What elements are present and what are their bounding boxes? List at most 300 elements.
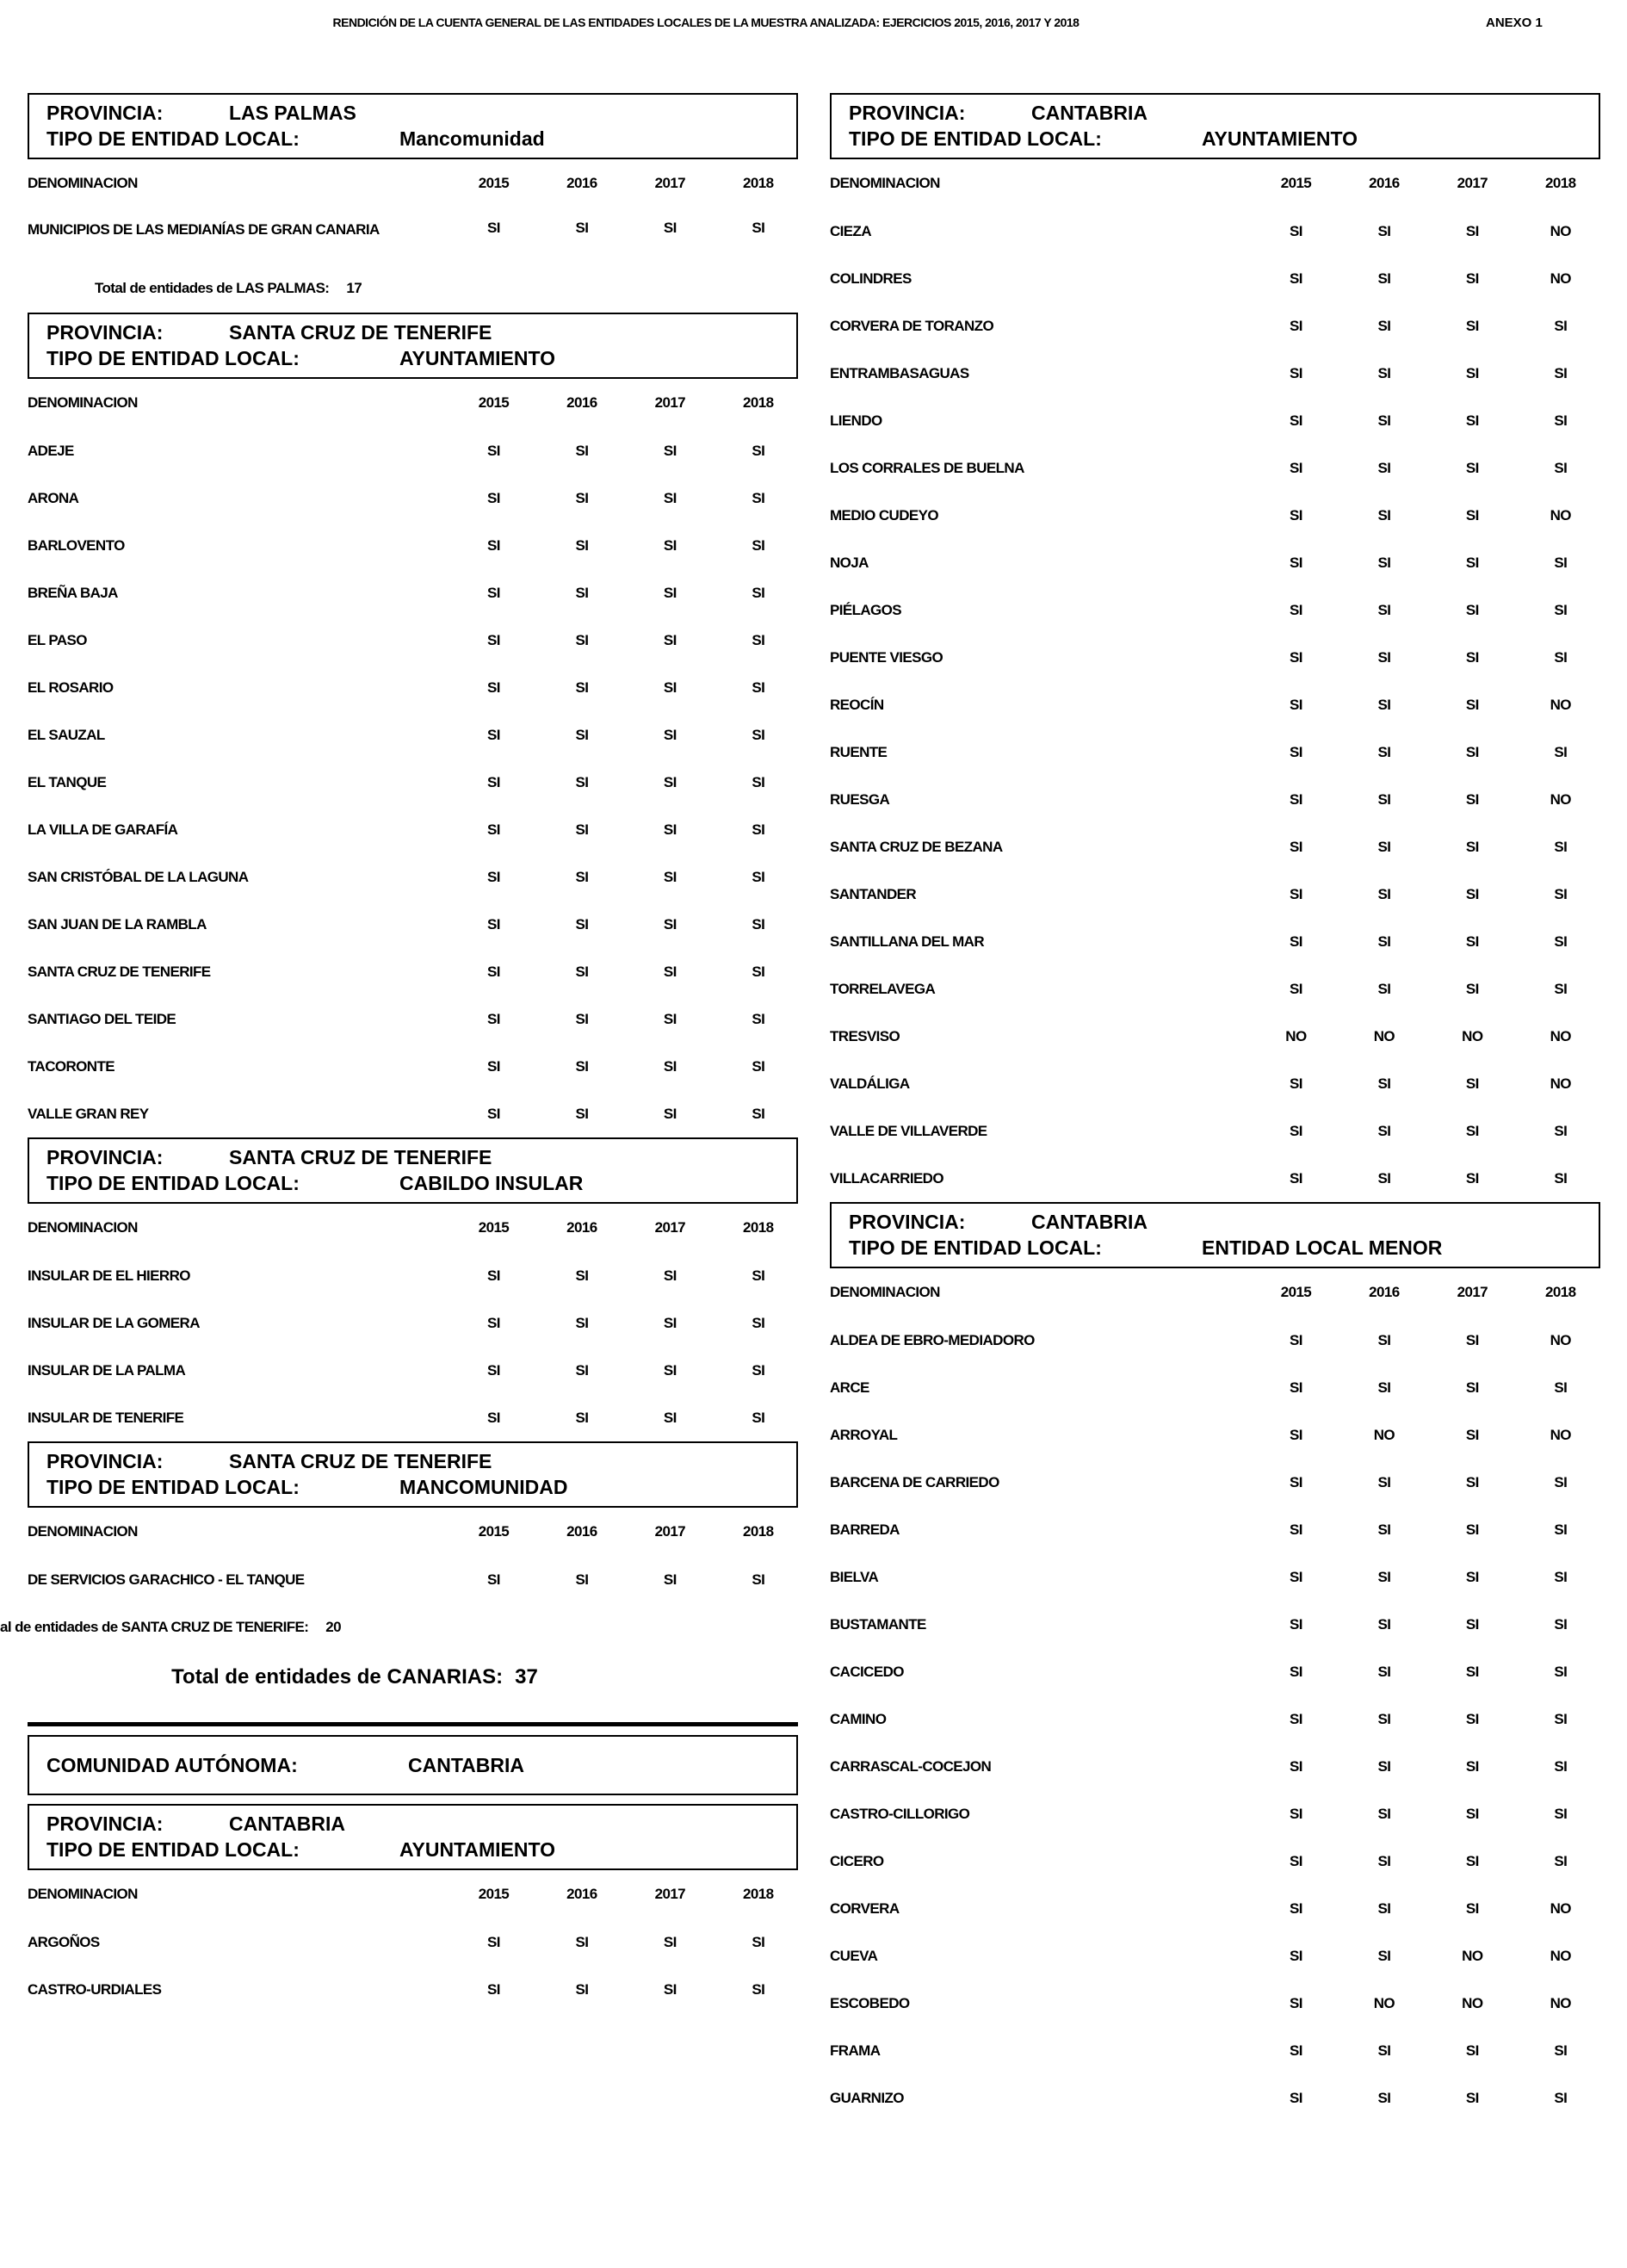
table-header bbox=[830, 159, 1605, 208]
value-2016: SI bbox=[1377, 506, 1391, 524]
table-row bbox=[28, 522, 802, 569]
entity-name: INSULAR DE EL HIERRO bbox=[28, 1267, 190, 1284]
entity-name: INSULAR DE LA GOMERA bbox=[28, 1314, 200, 1331]
value-2018: SI bbox=[1554, 554, 1568, 571]
value-2018: SI bbox=[752, 821, 765, 838]
section-header-box bbox=[28, 313, 798, 379]
tipo-value: MANCOMUNIDAD bbox=[399, 1476, 568, 1498]
entity-name: CACICEDO bbox=[830, 1663, 904, 1680]
value-2017: SI bbox=[663, 536, 677, 554]
table-row bbox=[830, 728, 1605, 776]
value-2018: SI bbox=[752, 915, 765, 933]
entity-name: BARLOVENTO bbox=[28, 536, 125, 554]
comunidad-label: COMUNIDAD AUTÓNOMA: bbox=[46, 1753, 298, 1776]
value-2015: SI bbox=[1290, 1947, 1302, 1964]
table-row bbox=[830, 444, 1605, 492]
entity-name: PIÉLAGOS bbox=[830, 601, 902, 618]
entity-name: FRAMA bbox=[830, 2042, 881, 2059]
section-header-box bbox=[830, 1202, 1600, 1268]
entity-name: LOS CORRALES DE BUELNA bbox=[830, 459, 1024, 476]
grand-total-value: 37 bbox=[515, 1665, 538, 1689]
table-row bbox=[28, 948, 802, 995]
col-2016: 2016 bbox=[566, 1886, 597, 1902]
value-2016: SI bbox=[1377, 270, 1391, 287]
value-2018: NO bbox=[1550, 696, 1571, 713]
value-2016: SI bbox=[575, 726, 589, 743]
provincia-value: LAS PALMAS bbox=[229, 102, 356, 124]
table-row bbox=[830, 871, 1605, 918]
value-2015: SI bbox=[487, 584, 500, 601]
value-2015: SI bbox=[1290, 743, 1302, 760]
col-2015: 2015 bbox=[1280, 175, 1312, 191]
col-2017: 2017 bbox=[1457, 1284, 1488, 1300]
value-2017: SI bbox=[1465, 364, 1479, 381]
value-2015: SI bbox=[1290, 1122, 1302, 1139]
value-2016: NO bbox=[1373, 1426, 1395, 1443]
value-2016: SI bbox=[1377, 1379, 1391, 1396]
value-2018: NO bbox=[1550, 270, 1571, 287]
value-2016: SI bbox=[1377, 933, 1391, 950]
col-2015: 2015 bbox=[478, 1219, 510, 1236]
value-2018: SI bbox=[752, 1361, 765, 1379]
value-2018: SI bbox=[1554, 2089, 1568, 2106]
entity-name: BARREDA bbox=[830, 1521, 900, 1538]
entity-name: CORVERA DE TORANZO bbox=[830, 317, 994, 334]
value-2017: SI bbox=[663, 1314, 677, 1331]
value-2017: SI bbox=[1465, 601, 1479, 618]
value-2016: SI bbox=[1377, 696, 1391, 713]
col-2016: 2016 bbox=[566, 1523, 597, 1540]
table-header bbox=[28, 1204, 802, 1252]
value-2017: SI bbox=[663, 1409, 677, 1426]
entity-name: CASTRO-CILLORIGO bbox=[830, 1805, 970, 1822]
entity-name: CORVERA bbox=[830, 1899, 900, 1917]
value-2017: SI bbox=[1465, 1757, 1479, 1775]
table-row bbox=[830, 776, 1605, 823]
value-2017: SI bbox=[663, 773, 677, 790]
entity-table bbox=[28, 1252, 802, 1441]
value-2016: SI bbox=[1377, 838, 1391, 855]
value-2017: SI bbox=[1465, 1663, 1479, 1680]
table-header bbox=[28, 159, 802, 208]
value-2017: SI bbox=[1465, 790, 1479, 808]
annex-label: ANEXO 1 bbox=[1486, 15, 1543, 30]
value-2017: SI bbox=[1465, 933, 1479, 950]
value-2017: SI bbox=[1465, 1379, 1479, 1396]
entity-name: SANTILLANA DEL MAR bbox=[830, 933, 985, 950]
value-2016: SI bbox=[575, 536, 589, 554]
col-2015: 2015 bbox=[478, 394, 510, 411]
table-row bbox=[28, 1556, 802, 1603]
value-2017: SI bbox=[663, 1267, 677, 1284]
value-2017: SI bbox=[663, 631, 677, 648]
value-2017: SI bbox=[1465, 222, 1479, 239]
value-2016: NO bbox=[1373, 1994, 1395, 2011]
table-row bbox=[830, 1155, 1605, 1202]
table-row bbox=[830, 1060, 1605, 1107]
value-2018: SI bbox=[752, 584, 765, 601]
col-2018: 2018 bbox=[743, 175, 774, 191]
value-2018: NO bbox=[1550, 1947, 1571, 1964]
value-2015: SI bbox=[1290, 1379, 1302, 1396]
col-2016: 2016 bbox=[566, 175, 597, 191]
table-row bbox=[28, 1043, 802, 1090]
col-denominacion: DENOMINACION bbox=[28, 175, 138, 191]
value-2017: NO bbox=[1462, 1947, 1483, 1964]
table-row bbox=[28, 711, 802, 759]
col-2018: 2018 bbox=[1545, 175, 1576, 191]
value-2015: SI bbox=[1290, 1663, 1302, 1680]
value-2017: SI bbox=[1465, 743, 1479, 760]
value-2015: SI bbox=[1290, 933, 1302, 950]
provincia-value: SANTA CRUZ DE TENERIFE bbox=[229, 1146, 492, 1168]
province-total bbox=[0, 1603, 802, 1651]
value-2017: SI bbox=[1465, 838, 1479, 855]
table-row bbox=[28, 853, 802, 901]
table-row bbox=[28, 1966, 802, 2013]
value-2016: SI bbox=[1377, 790, 1391, 808]
value-2016: SI bbox=[1377, 412, 1391, 429]
value-2018: NO bbox=[1550, 1994, 1571, 2011]
value-2017: SI bbox=[1465, 1521, 1479, 1538]
provincia-value: CANTABRIA bbox=[229, 1813, 346, 1835]
table-row bbox=[830, 1411, 1605, 1459]
value-2016: SI bbox=[575, 868, 589, 885]
entity-name: SANTA CRUZ DE TENERIFE bbox=[28, 963, 211, 980]
tipo-label: TIPO DE ENTIDAD LOCAL: bbox=[46, 1838, 300, 1861]
value-2017: SI bbox=[663, 1933, 677, 1950]
tipo-value: Mancomunidad bbox=[399, 127, 545, 150]
value-2018: NO bbox=[1550, 790, 1571, 808]
value-2018: SI bbox=[1554, 743, 1568, 760]
entity-name: VILLACARRIEDO bbox=[830, 1169, 943, 1187]
value-2017: SI bbox=[1465, 696, 1479, 713]
value-2017: SI bbox=[1465, 2089, 1479, 2106]
entity-name: TORRELAVEGA bbox=[830, 980, 936, 997]
value-2015: SI bbox=[487, 1361, 500, 1379]
table-row bbox=[830, 1837, 1605, 1885]
value-2016: SI bbox=[575, 1105, 589, 1122]
value-2016: SI bbox=[1377, 885, 1391, 902]
entity-table bbox=[28, 427, 802, 1137]
value-2016: SI bbox=[1377, 364, 1391, 381]
col-2017: 2017 bbox=[654, 1886, 686, 1902]
value-2018: SI bbox=[1554, 648, 1568, 666]
value-2018: SI bbox=[1554, 1169, 1568, 1187]
comunidad-box bbox=[28, 1735, 798, 1795]
provincia-label: PROVINCIA: bbox=[46, 102, 164, 124]
value-2015: SI bbox=[487, 963, 500, 980]
value-2018: SI bbox=[1554, 1122, 1568, 1139]
value-2015: SI bbox=[1290, 1805, 1302, 1822]
document-title: RENDICIÓN DE LA CUENTA GENERAL DE LAS ENTIDADES LOCALES DE LA MUESTRA ANALIZADA: EJERCICIOS 2015, 2016, 2017 Y 2018 bbox=[332, 15, 1080, 29]
table-row bbox=[830, 1553, 1605, 1601]
value-2018: SI bbox=[752, 726, 765, 743]
value-2015: SI bbox=[487, 915, 500, 933]
value-2016: SI bbox=[575, 1933, 589, 1950]
table-row bbox=[830, 255, 1605, 302]
grand-total-label: Total de entidades de CANARIAS: bbox=[171, 1665, 504, 1689]
total-label: al de entidades de SANTA CRUZ DE TENERIFE: bbox=[0, 1619, 309, 1635]
value-2018: SI bbox=[752, 773, 765, 790]
entity-name: PUENTE VIESGO bbox=[830, 648, 943, 666]
community-total bbox=[28, 1651, 682, 1703]
table-row bbox=[830, 539, 1605, 586]
value-2018: SI bbox=[752, 1057, 765, 1075]
col-2018: 2018 bbox=[743, 1886, 774, 1902]
value-2018: SI bbox=[1554, 933, 1568, 950]
value-2015: SI bbox=[487, 726, 500, 743]
table-row bbox=[830, 1317, 1605, 1364]
value-2015: SI bbox=[487, 773, 500, 790]
value-2016: SI bbox=[1377, 2089, 1391, 2106]
table-row bbox=[28, 664, 802, 711]
value-2015: SI bbox=[1290, 1899, 1302, 1917]
table-row bbox=[830, 1790, 1605, 1837]
col-2018: 2018 bbox=[743, 394, 774, 411]
provincia-value: SANTA CRUZ DE TENERIFE bbox=[229, 321, 492, 344]
entity-name: ARONA bbox=[28, 489, 79, 506]
value-2017: SI bbox=[1465, 459, 1479, 476]
tipo-label: TIPO DE ENTIDAD LOCAL: bbox=[46, 1476, 300, 1498]
col-denominacion: DENOMINACION bbox=[28, 394, 138, 411]
tipo-label: TIPO DE ENTIDAD LOCAL: bbox=[46, 347, 300, 369]
value-2015: SI bbox=[487, 442, 500, 459]
value-2017: SI bbox=[663, 1010, 677, 1027]
table-row bbox=[28, 1394, 802, 1441]
section-header-box bbox=[28, 1441, 798, 1508]
entity-name: ARGOÑOS bbox=[28, 1933, 100, 1950]
value-2016: SI bbox=[575, 1314, 589, 1331]
value-2015: SI bbox=[1290, 412, 1302, 429]
table-row bbox=[830, 1459, 1605, 1506]
entity-name: INSULAR DE LA PALMA bbox=[28, 1361, 186, 1379]
value-2016: SI bbox=[575, 1057, 589, 1075]
col-denominacion: DENOMINACION bbox=[28, 1219, 138, 1236]
value-2015: SI bbox=[1290, 1169, 1302, 1187]
value-2015: SI bbox=[487, 1409, 500, 1426]
entity-name: VALDÁLIGA bbox=[830, 1075, 910, 1092]
value-2017: SI bbox=[1465, 1331, 1479, 1348]
value-2017: SI bbox=[663, 1057, 677, 1075]
entity-name: ALDEA DE EBRO-MEDIADORO bbox=[830, 1331, 1035, 1348]
provincia-value: SANTA CRUZ DE TENERIFE bbox=[229, 1450, 492, 1472]
entity-name: CICERO bbox=[830, 1852, 884, 1869]
entity-name: CIEZA bbox=[830, 222, 872, 239]
tipo-label: TIPO DE ENTIDAD LOCAL: bbox=[46, 1172, 300, 1194]
value-2018: NO bbox=[1550, 1426, 1571, 1443]
value-2018: SI bbox=[752, 536, 765, 554]
table-row bbox=[830, 1885, 1605, 1932]
value-2017: SI bbox=[1465, 317, 1479, 334]
value-2016: SI bbox=[1377, 222, 1391, 239]
value-2015: SI bbox=[1290, 838, 1302, 855]
table-row bbox=[28, 1918, 802, 1966]
value-2015: SI bbox=[1290, 317, 1302, 334]
value-2015: NO bbox=[1285, 1027, 1307, 1044]
value-2018: SI bbox=[752, 963, 765, 980]
value-2017: SI bbox=[663, 489, 677, 506]
col-denominacion: DENOMINACION bbox=[830, 175, 940, 191]
value-2015: SI bbox=[1290, 270, 1302, 287]
tipo-label: TIPO DE ENTIDAD LOCAL: bbox=[46, 127, 300, 150]
value-2018: SI bbox=[1554, 459, 1568, 476]
entity-name: TRESVISO bbox=[830, 1027, 900, 1044]
value-2015: SI bbox=[1290, 980, 1302, 997]
provincia-label: PROVINCIA: bbox=[849, 1211, 966, 1233]
provincia-label: PROVINCIA: bbox=[46, 1146, 164, 1168]
table-row bbox=[28, 1299, 802, 1347]
value-2018: SI bbox=[752, 679, 765, 696]
col-2016: 2016 bbox=[1369, 175, 1400, 191]
value-2016: SI bbox=[1377, 980, 1391, 997]
tipo-value: CABILDO INSULAR bbox=[399, 1172, 584, 1194]
value-2018: SI bbox=[1554, 1852, 1568, 1869]
col-2018: 2018 bbox=[743, 1523, 774, 1540]
value-2015: SI bbox=[487, 1980, 500, 1998]
provincia-label: PROVINCIA: bbox=[46, 1813, 164, 1835]
value-2017: SI bbox=[1465, 980, 1479, 997]
value-2017: SI bbox=[1465, 412, 1479, 429]
value-2017: SI bbox=[663, 726, 677, 743]
value-2016: SI bbox=[1377, 554, 1391, 571]
value-2017: SI bbox=[1465, 1710, 1479, 1727]
table-row bbox=[28, 617, 802, 664]
value-2018: SI bbox=[1554, 2042, 1568, 2059]
entity-table bbox=[830, 1317, 1605, 2122]
value-2017: SI bbox=[663, 220, 677, 236]
table-row bbox=[830, 208, 1605, 255]
value-2015: SI bbox=[487, 1057, 500, 1075]
tipo-label: TIPO DE ENTIDAD LOCAL: bbox=[849, 127, 1102, 150]
value-2017: SI bbox=[1465, 1899, 1479, 1917]
entity-name: ARCE bbox=[830, 1379, 869, 1396]
value-2016: SI bbox=[1377, 601, 1391, 618]
value-2018: SI bbox=[752, 1933, 765, 1950]
value-2016: SI bbox=[575, 1010, 589, 1027]
value-2015: SI bbox=[1290, 1710, 1302, 1727]
value-2016: SI bbox=[1377, 743, 1391, 760]
value-2015: SI bbox=[1290, 1615, 1302, 1633]
value-2016: SI bbox=[575, 1980, 589, 1998]
value-2017: SI bbox=[1465, 1805, 1479, 1822]
entity-name: VALLE GRAN REY bbox=[28, 1105, 149, 1122]
value-2016: SI bbox=[1377, 1615, 1391, 1633]
provincia-value: CANTABRIA bbox=[1031, 102, 1148, 124]
total-label: Total de entidades de LAS PALMAS: bbox=[95, 280, 330, 296]
value-2016: SI bbox=[1377, 1805, 1391, 1822]
value-2016: SI bbox=[575, 220, 589, 236]
tipo-label: TIPO DE ENTIDAD LOCAL: bbox=[849, 1236, 1102, 1259]
table-row bbox=[830, 823, 1605, 871]
section-header-box bbox=[28, 1137, 798, 1204]
entity-name: SANTANDER bbox=[830, 885, 917, 902]
section-header-box bbox=[28, 93, 798, 159]
entity-table bbox=[28, 1918, 802, 2013]
table-header bbox=[28, 379, 802, 427]
table-row bbox=[830, 1695, 1605, 1743]
value-2018: SI bbox=[1554, 1615, 1568, 1633]
value-2015: SI bbox=[1290, 696, 1302, 713]
entity-name: RUESGA bbox=[830, 790, 890, 808]
table-row bbox=[830, 1364, 1605, 1411]
value-2017: NO bbox=[1462, 1994, 1483, 2011]
value-2015: SI bbox=[1290, 601, 1302, 618]
value-2018: SI bbox=[1554, 1379, 1568, 1396]
col-2017: 2017 bbox=[654, 1523, 686, 1540]
value-2017: SI bbox=[1465, 648, 1479, 666]
value-2017: SI bbox=[1465, 2042, 1479, 2059]
entity-name: CARRASCAL-COCEJON bbox=[830, 1757, 992, 1775]
value-2018: NO bbox=[1550, 1027, 1571, 1044]
value-2017: SI bbox=[1465, 554, 1479, 571]
table-row bbox=[830, 1980, 1605, 2027]
entity-name: ADEJE bbox=[28, 442, 74, 459]
value-2016: SI bbox=[575, 963, 589, 980]
value-2015: SI bbox=[487, 821, 500, 838]
value-2015: SI bbox=[1290, 1331, 1302, 1348]
table-row bbox=[830, 2074, 1605, 2122]
tipo-value: AYUNTAMIENTO bbox=[399, 1838, 556, 1861]
value-2018: SI bbox=[752, 442, 765, 459]
value-2015: SI bbox=[1290, 1521, 1302, 1538]
table-row bbox=[28, 806, 802, 853]
value-2016: SI bbox=[1377, 2042, 1391, 2059]
value-2016: SI bbox=[1377, 1568, 1391, 1585]
entity-name: CASTRO-URDIALES bbox=[28, 1980, 162, 1998]
entity-name: INSULAR DE TENERIFE bbox=[28, 1409, 184, 1426]
value-2017: SI bbox=[663, 868, 677, 885]
value-2018: NO bbox=[1550, 506, 1571, 524]
provincia-label: PROVINCIA: bbox=[849, 102, 966, 124]
value-2018: SI bbox=[752, 220, 765, 236]
entity-name: SAN JUAN DE LA RAMBLA bbox=[28, 915, 207, 933]
value-2015: SI bbox=[487, 220, 500, 236]
col-denominacion: DENOMINACION bbox=[28, 1886, 138, 1902]
entity-name: BREÑA BAJA bbox=[28, 584, 118, 601]
table-row bbox=[28, 1347, 802, 1394]
value-2018: SI bbox=[1554, 980, 1568, 997]
section-header-box bbox=[28, 1804, 798, 1870]
value-2017: SI bbox=[663, 915, 677, 933]
value-2017: SI bbox=[1465, 1568, 1479, 1585]
col-denominacion: DENOMINACION bbox=[28, 1523, 138, 1540]
value-2017: SI bbox=[663, 1105, 677, 1122]
entity-table bbox=[28, 1556, 802, 1603]
value-2018: SI bbox=[752, 1010, 765, 1027]
value-2018: SI bbox=[1554, 1663, 1568, 1680]
value-2018: SI bbox=[752, 868, 765, 885]
value-2016: SI bbox=[1377, 1757, 1391, 1775]
entity-name: ARROYAL bbox=[830, 1426, 898, 1443]
provincia-value: CANTABRIA bbox=[1031, 1211, 1148, 1233]
table-row bbox=[830, 681, 1605, 728]
total-value: 17 bbox=[346, 280, 362, 296]
table-row bbox=[830, 918, 1605, 965]
entity-name: EL TANQUE bbox=[28, 773, 107, 790]
value-2015: SI bbox=[487, 1105, 500, 1122]
entity-name: EL PASO bbox=[28, 631, 87, 648]
value-2016: SI bbox=[575, 915, 589, 933]
value-2015: SI bbox=[1290, 648, 1302, 666]
tipo-value: ENTIDAD LOCAL MENOR bbox=[1202, 1236, 1443, 1259]
entity-name: CUEVA bbox=[830, 1947, 878, 1964]
entity-name: DE SERVICIOS GARACHICO - EL TANQUE bbox=[28, 1571, 305, 1588]
value-2016: SI bbox=[1377, 1331, 1391, 1348]
value-2015: SI bbox=[487, 631, 500, 648]
value-2016: SI bbox=[575, 679, 589, 696]
col-2017: 2017 bbox=[654, 394, 686, 411]
